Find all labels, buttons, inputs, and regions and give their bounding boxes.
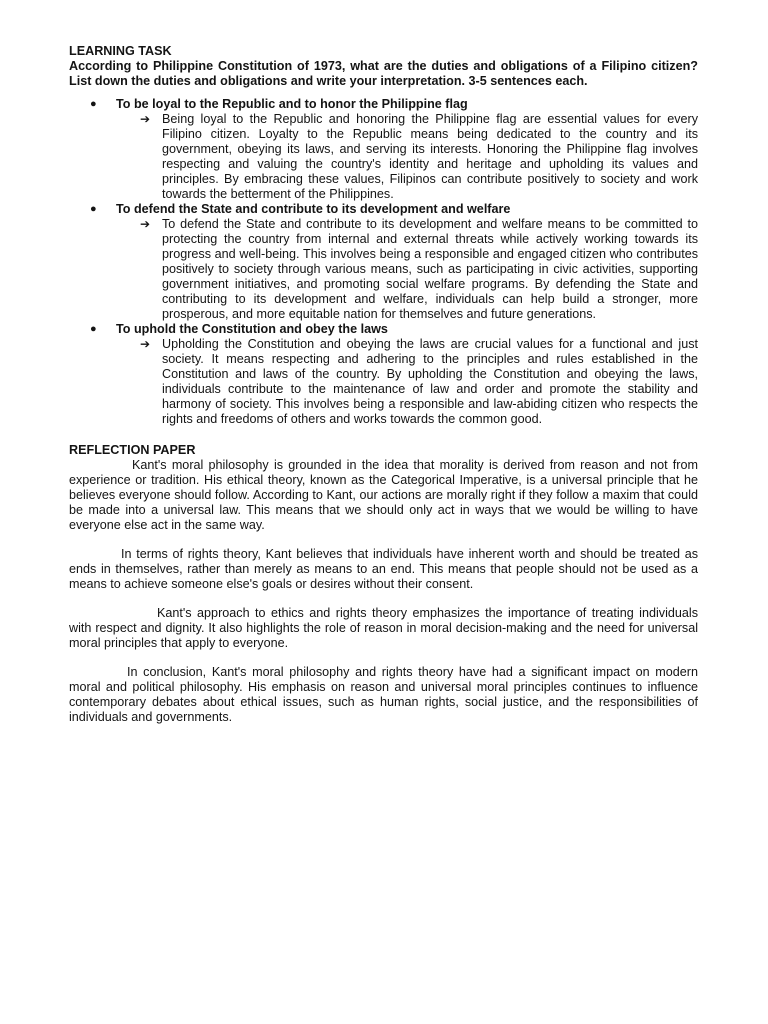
reflection-paragraph: Kant's approach to ethics and rights theory emphasizes the importance of treating individuals with respect and dignity. It also highlights the role of reason in moral decision-making and the need for universal moral principles that apply to everyone. [69,606,698,650]
arrow-icon: ➔ [140,217,151,231]
duty-title: To be loyal to the Republic and to honor the Philippine flag [116,97,468,111]
bullet-icon: ● [90,98,97,110]
bullet-icon: ● [90,203,97,215]
learning-task-prompt: According to Philippine Constitution of 1973, what are the duties and obligations of a Filipino citizen? List down the duties and obligations and write your interpretation. 3-5 sentences each. [69,59,698,88]
duty-interpretation [69,217,698,322]
reflection-paper-heading: REFLECTION PAPER [69,443,196,457]
duty-title: To uphold the Constitution and obey the laws [116,322,388,336]
interpretation-text: Upholding the Constitution and obeying the laws are crucial values for a functional and just society. It means respecting and adhering to the principles and rules established in the Constitution and laws of the country. By upholding the Constitution and obeying the laws, individuals contribute to the maintenance of law and order and promote the stability and harmony of society. This involves being a responsible and law-abiding citizen who respects the rights and freedoms of others and works towards the common good. [162,337,698,426]
duty-interpretation [69,112,698,202]
duty-title-row [69,322,698,337]
duty-title-row [69,202,698,217]
duty-title: To defend the State and contribute to its development and welfare [116,202,511,216]
reflection-paper-section [69,443,698,725]
learning-task-heading: LEARNING TASK [69,44,172,58]
duty-title-row [69,97,698,112]
reflection-paragraph: In terms of rights theory, Kant believes that individuals have inherent worth and should be treated as ends in themselves, rather than merely as means to an end. This means that people should not be used as a means to achieve someone else's goals or desires without their consent. [69,547,698,591]
duty-interpretation [69,337,698,427]
reflection-paragraph: In conclusion, Kant's moral philosophy and rights theory have had a significant impact on modern moral and political philosophy. His emphasis on reason and universal moral principles continues to influence contemporary debates about ethical issues, such as human rights, social justice, and the responsibilities of individuals and governments. [69,665,698,724]
document-content [69,44,698,725]
interpretation-text: Being loyal to the Republic and honoring the Philippine flag are essential values for every Filipino citizen. Loyalty to the Republic means being dedicated to the country and its government, obeying its laws, and serving its interests. Honoring the Philippine flag involves respecting and valuing the country's identity and heritage and upholding its values and principles. By embracing these values, Filipinos can contribute positively to society and work towards the betterment of the Philippines. [162,112,698,201]
arrow-icon: ➔ [140,112,151,126]
interpretation-text: To defend the State and contribute to its development and welfare means to be committed to protecting the country from internal and external threats while actively working towards its progress and well-being. This involves being a responsible and engaged citizen who contributes positively to society through various means, such as participating in civic activities, supporting government initiatives, and promoting social welfare programs. By defending the State and contributing to its development and welfare, individuals can help build a stronger, more prosperous, and more equitable nation for themselves and future generations. [162,217,698,321]
arrow-icon: ➔ [140,337,151,351]
duties-list [69,97,698,427]
duty-item [69,202,698,322]
learning-task-section [69,44,698,427]
duty-item [69,97,698,202]
duty-item [69,322,698,427]
reflection-paragraph: Kant's moral philosophy is grounded in the idea that morality is derived from reason and not from experience or tradition. His ethical theory, known as the Categorical Imperative, is a universal principle that he believes everyone should follow. According to Kant, our actions are morally right if they follow a maxim that could be made into a universal law. This means that we should only act in ways that we would be willing to have everyone else act in the same way. [69,458,698,532]
bullet-icon: ● [90,323,97,335]
